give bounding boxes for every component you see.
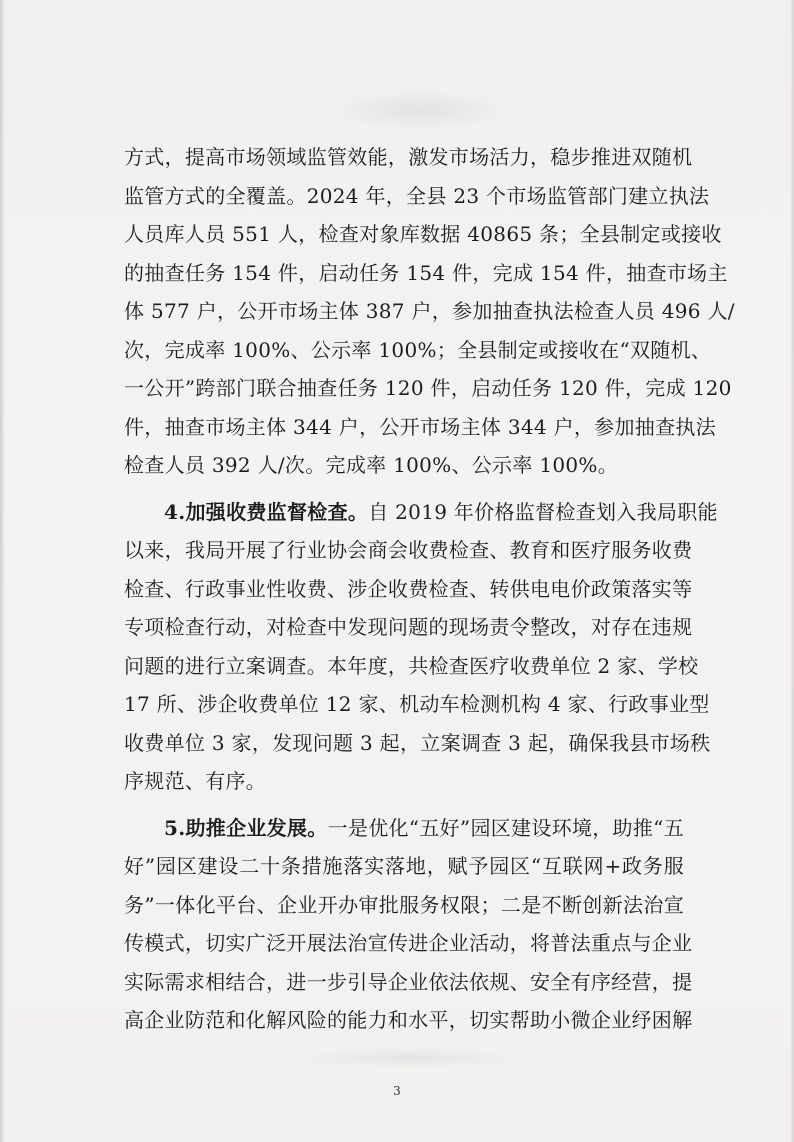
text-line: 17 所、涉企收费单位 12 家、机动车检测机构 4 家、行政事业型	[124, 692, 710, 716]
text-line	[124, 809, 684, 848]
text-span: 一是优化“五好”园区建设环境，助推“五	[327, 815, 684, 840]
text-span: 自 2019 年价格监督检查划入我局职能	[368, 499, 718, 524]
scan-edge-right	[790, 0, 794, 1142]
text-line: 次，完成率 100%、公示率 100%；全县制定或接收在“双随机、	[124, 337, 712, 362]
paragraph-fee-supervision	[124, 493, 718, 801]
text-line: 传模式，切实广泛开展法治宣传进企业活动，将普法重点与企业	[124, 931, 693, 955]
text-line: 问题的进行立案调查。本年度，共检查医疗收费单位 2 家、学校	[124, 653, 699, 678]
text-line: 检查人员 392 人/次。完成率 100%、公示率 100%。	[124, 453, 618, 477]
text-line: 序规范、有序。	[124, 769, 267, 793]
text-line: 专项检查行动，对检查中发现问题的现场责令整改，对存在违规	[124, 615, 693, 639]
text-line: 件，抽查市场主体 344 户，公开市场主体 344 户，参加抽查执法	[124, 414, 716, 439]
text-line: 实际需求相结合，进一步引导企业依法依规、安全有序经营，提	[124, 969, 693, 994]
text-line: 方式，提高市场领域监管效能，激发市场活力，稳步推进双随机	[124, 145, 693, 169]
text-line: 好”园区建设二十条措施落实落地，赋予园区“互联网+政务服	[124, 854, 684, 878]
text-line: 体 577 户，公开市场主体 387 户，参加抽查执法检查人员 496 人/	[124, 299, 735, 323]
text-line: 检查、行政事业性收费、涉企收费检查、转供电电价政策落实等	[124, 576, 693, 601]
text-line	[124, 493, 718, 532]
scan-edge-left	[0, 0, 5, 1142]
page-number: 3	[393, 1084, 401, 1098]
text-line: 收费单位 3 家，发现问题 3 起，立案调查 3 起，确保我县市场秩	[124, 730, 711, 755]
paragraph-random-inspection	[124, 138, 735, 485]
text-line: 以来，我局开展了行业协会商会收费检查、教育和医疗服务收费	[124, 538, 693, 562]
scan-smudge	[290, 1048, 530, 1068]
text-line: 的抽查任务 154 件，启动任务 154 件，完成 154 件，抽查市场主	[124, 260, 728, 285]
text-line: 一公开”跨部门联合抽查任务 120 件，启动任务 120 件，完成 120	[124, 376, 732, 400]
text-line: 人员库人员 551 人，检查对象库数据 40865 条；全县制定或接收	[124, 222, 722, 246]
text-line: 高企业防范和化解风险的能力和水平，切实帮助小微企业纾困解	[124, 1008, 693, 1032]
paragraph-enterprise-development	[124, 809, 693, 1040]
section-heading: 4.加强收费监督检查。	[164, 499, 369, 524]
section-heading: 5.助推企业发展。	[164, 815, 328, 840]
scan-smudge	[330, 90, 510, 130]
text-line: 务”一体化平台、企业开办审批服务权限；二是不断创新法治宣	[124, 892, 684, 917]
text-line: 监管方式的全覆盖。2024 年，全县 23 个市场监管部门建立执法	[124, 183, 710, 208]
body-text	[124, 138, 735, 1040]
